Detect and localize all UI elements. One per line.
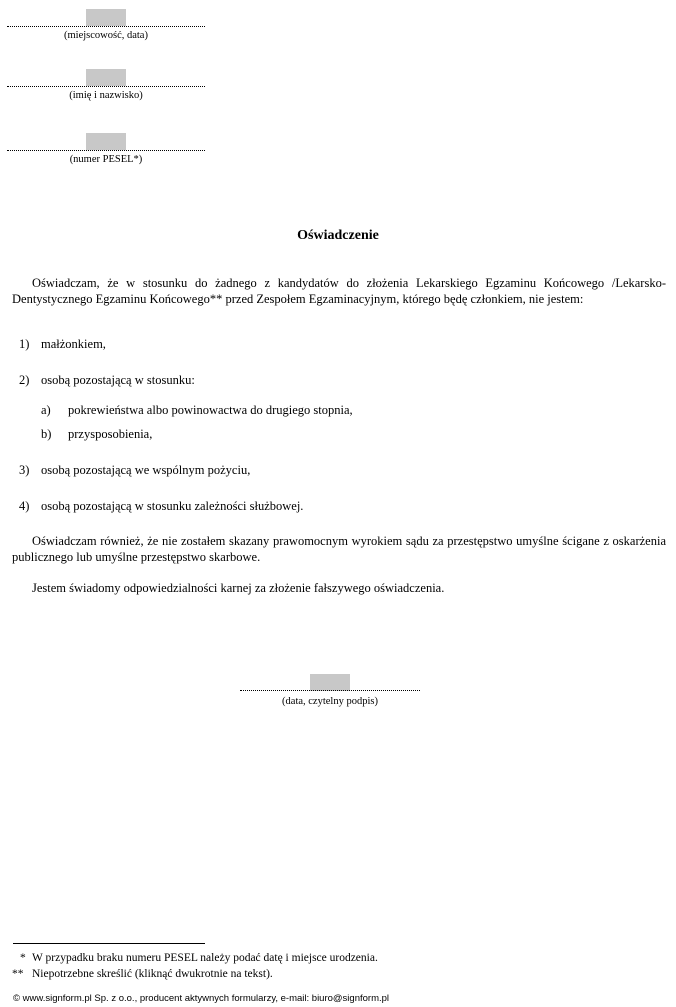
pesel-caption: (numer PESEL*) <box>69 154 143 165</box>
footnote-2-text: Niepotrzebne skreślić (kliknąć dwukrotnie na tekst). <box>32 968 273 980</box>
place-date-caption: (miejscowość, data) <box>64 30 148 41</box>
item-3-text[interactable]: osobą pozostającą we wspólnym pożyciu, <box>41 463 251 477</box>
place-date-line <box>7 26 205 27</box>
pesel-line <box>7 150 205 151</box>
item-4-text[interactable]: osobą pozostającą w stosunku zależności służbowej. <box>41 499 304 513</box>
footnote-2-mark: ** <box>12 968 24 980</box>
subitem-a-number: a) <box>41 403 51 417</box>
subitem-a-text[interactable]: pokrewieństwa albo powinowactwa do drugiego stopnia, <box>68 403 353 417</box>
footnote-1-text: W przypadku braku numeru PESEL należy podać datę i miejsce urodzenia. <box>32 952 378 964</box>
item-2-number: 2) <box>19 373 30 387</box>
name-caption: (imię i nazwisko) <box>69 90 143 101</box>
item-1-text[interactable]: małżonkiem, <box>41 337 106 351</box>
subitem-b-text[interactable]: przysposobienia, <box>68 427 153 441</box>
statement-no-conviction[interactable]: Oświadczam również, że nie zostałem skazany prawomocnym wyrokiem sądu za przestępstwo umyślne ścigane z oskarżenia publicznego lub umyślne przestępstwo skarbowe. <box>12 534 666 564</box>
signature-input[interactable] <box>310 674 350 691</box>
item-2-text[interactable]: osobą pozostającą w stosunku: <box>41 373 195 387</box>
signform-credit: © www.signform.pl Sp. z o.o., producent aktywnych formularzy, e-mail: biuro@signform.pl <box>13 993 390 1004</box>
subitem-b-number: b) <box>41 427 52 441</box>
intro-paragraph: Oświadczam, że w stosunku do żadnego z kandydatów do złożenia Lekarskiego Egzaminu Końcowego /Lekarsko-Dentystycznego Egzaminu Końcowego** przed Zespołem Egzaminacyjnym, którego będę członkiem, nie jestem: <box>12 276 666 306</box>
document-title: Oświadczenie <box>297 228 379 243</box>
pesel-input[interactable] <box>86 133 126 150</box>
item-4-number: 4) <box>19 499 30 513</box>
signature-line <box>240 690 420 691</box>
footnote-1-mark: * <box>20 952 26 964</box>
statement-criminal-liability: Jestem świadomy odpowiedzialności karnej za złożenie fałszywego oświadczenia. <box>32 581 445 595</box>
name-input[interactable] <box>86 69 126 86</box>
place-date-input[interactable] <box>86 9 126 26</box>
signature-caption: (data, czytelny podpis) <box>282 696 378 707</box>
name-line <box>7 86 205 87</box>
item-1-number: 1) <box>19 337 30 351</box>
item-3-number: 3) <box>19 463 30 477</box>
footnote-separator <box>13 943 205 944</box>
